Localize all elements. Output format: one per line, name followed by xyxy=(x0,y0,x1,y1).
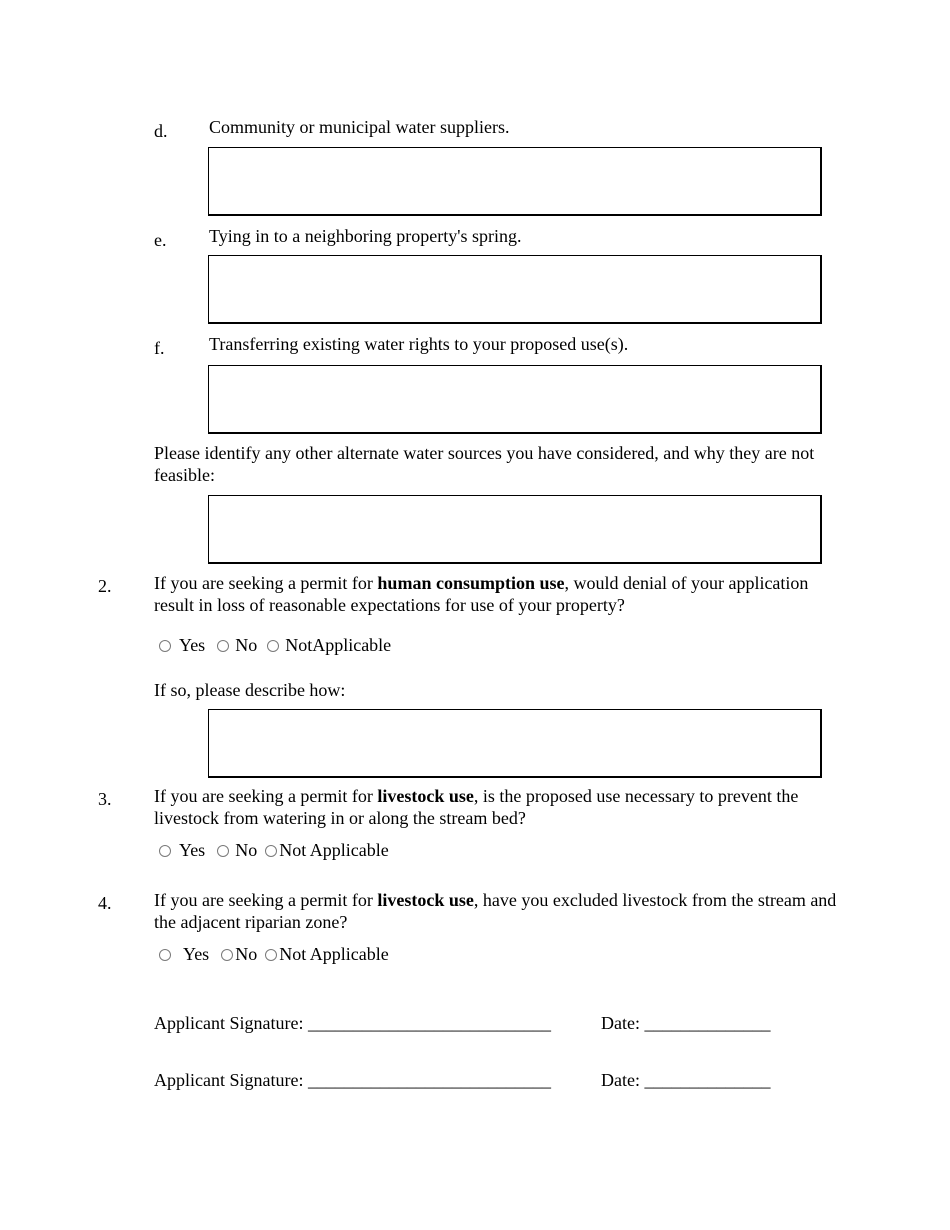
q2-no-label: No xyxy=(235,635,258,655)
q2-describe-input[interactable] xyxy=(208,709,822,778)
q3-text: If you are seeking a permit for livestock use, is the proposed use necessary to prevent the livestock from watering in or along the stream bed? xyxy=(154,786,799,828)
q4-no-label: No xyxy=(235,944,258,964)
q4-number: 4. xyxy=(98,893,112,913)
alternate-sources-input[interactable] xyxy=(208,495,822,564)
item-e-text: Tying in to a neighboring property's spring. xyxy=(209,226,522,246)
q3-yes-radio[interactable] xyxy=(159,845,171,857)
q2-na-label: NotApplicable xyxy=(285,635,392,655)
q2-number: 2. xyxy=(98,576,112,596)
q4-no-radio[interactable] xyxy=(221,949,233,961)
q3-number: 3. xyxy=(98,789,112,809)
date-line-1[interactable]: Date: ______________ xyxy=(601,1013,771,1033)
q3-yes-label: Yes xyxy=(179,840,206,860)
q3-na-radio[interactable] xyxy=(265,845,277,857)
item-f-input[interactable] xyxy=(208,365,822,434)
q4-yes-label: Yes xyxy=(183,944,210,964)
q2-describe-prompt: If so, please describe how: xyxy=(154,680,346,700)
q2-yes-radio[interactable] xyxy=(159,640,171,652)
q4-options xyxy=(159,943,389,965)
signature-line-1[interactable]: Applicant Signature: ___________________________ xyxy=(154,1013,551,1033)
item-e-label: e. xyxy=(154,230,167,250)
item-f-text: Transferring existing water rights to your proposed use(s). xyxy=(209,334,629,354)
q2-no-radio[interactable] xyxy=(217,640,229,652)
item-e-input[interactable] xyxy=(208,255,822,324)
date-line-2[interactable]: Date: ______________ xyxy=(601,1070,771,1090)
q4-text: If you are seeking a permit for livestock use, have you excluded livestock from the stream and the adjacent riparian zone? xyxy=(154,890,837,932)
item-f-label: f. xyxy=(154,338,165,358)
q2-yes-label: Yes xyxy=(179,635,206,655)
q3-no-label: No xyxy=(235,840,258,860)
q2-options xyxy=(159,634,391,656)
q4-yes-radio[interactable] xyxy=(159,949,171,961)
item-d-input[interactable] xyxy=(208,147,822,216)
q4-na-radio[interactable] xyxy=(265,949,277,961)
item-d-text: Community or municipal water suppliers. xyxy=(209,117,510,137)
q3-na-label: Not Applicable xyxy=(279,840,389,860)
q3-no-radio[interactable] xyxy=(217,845,229,857)
alternate-sources-prompt: Please identify any other alternate water sources you have considered, and why they are not feasible: xyxy=(154,443,815,485)
item-d-label: d. xyxy=(154,121,168,141)
q2-na-radio[interactable] xyxy=(267,640,279,652)
q3-options xyxy=(159,839,389,861)
q4-na-label: Not Applicable xyxy=(279,944,389,964)
q2-text: If you are seeking a permit for human consumption use, would denial of your application result in loss of reasonable expectations for use of your property? xyxy=(154,573,809,615)
signature-line-2[interactable]: Applicant Signature: ___________________________ xyxy=(154,1070,551,1090)
